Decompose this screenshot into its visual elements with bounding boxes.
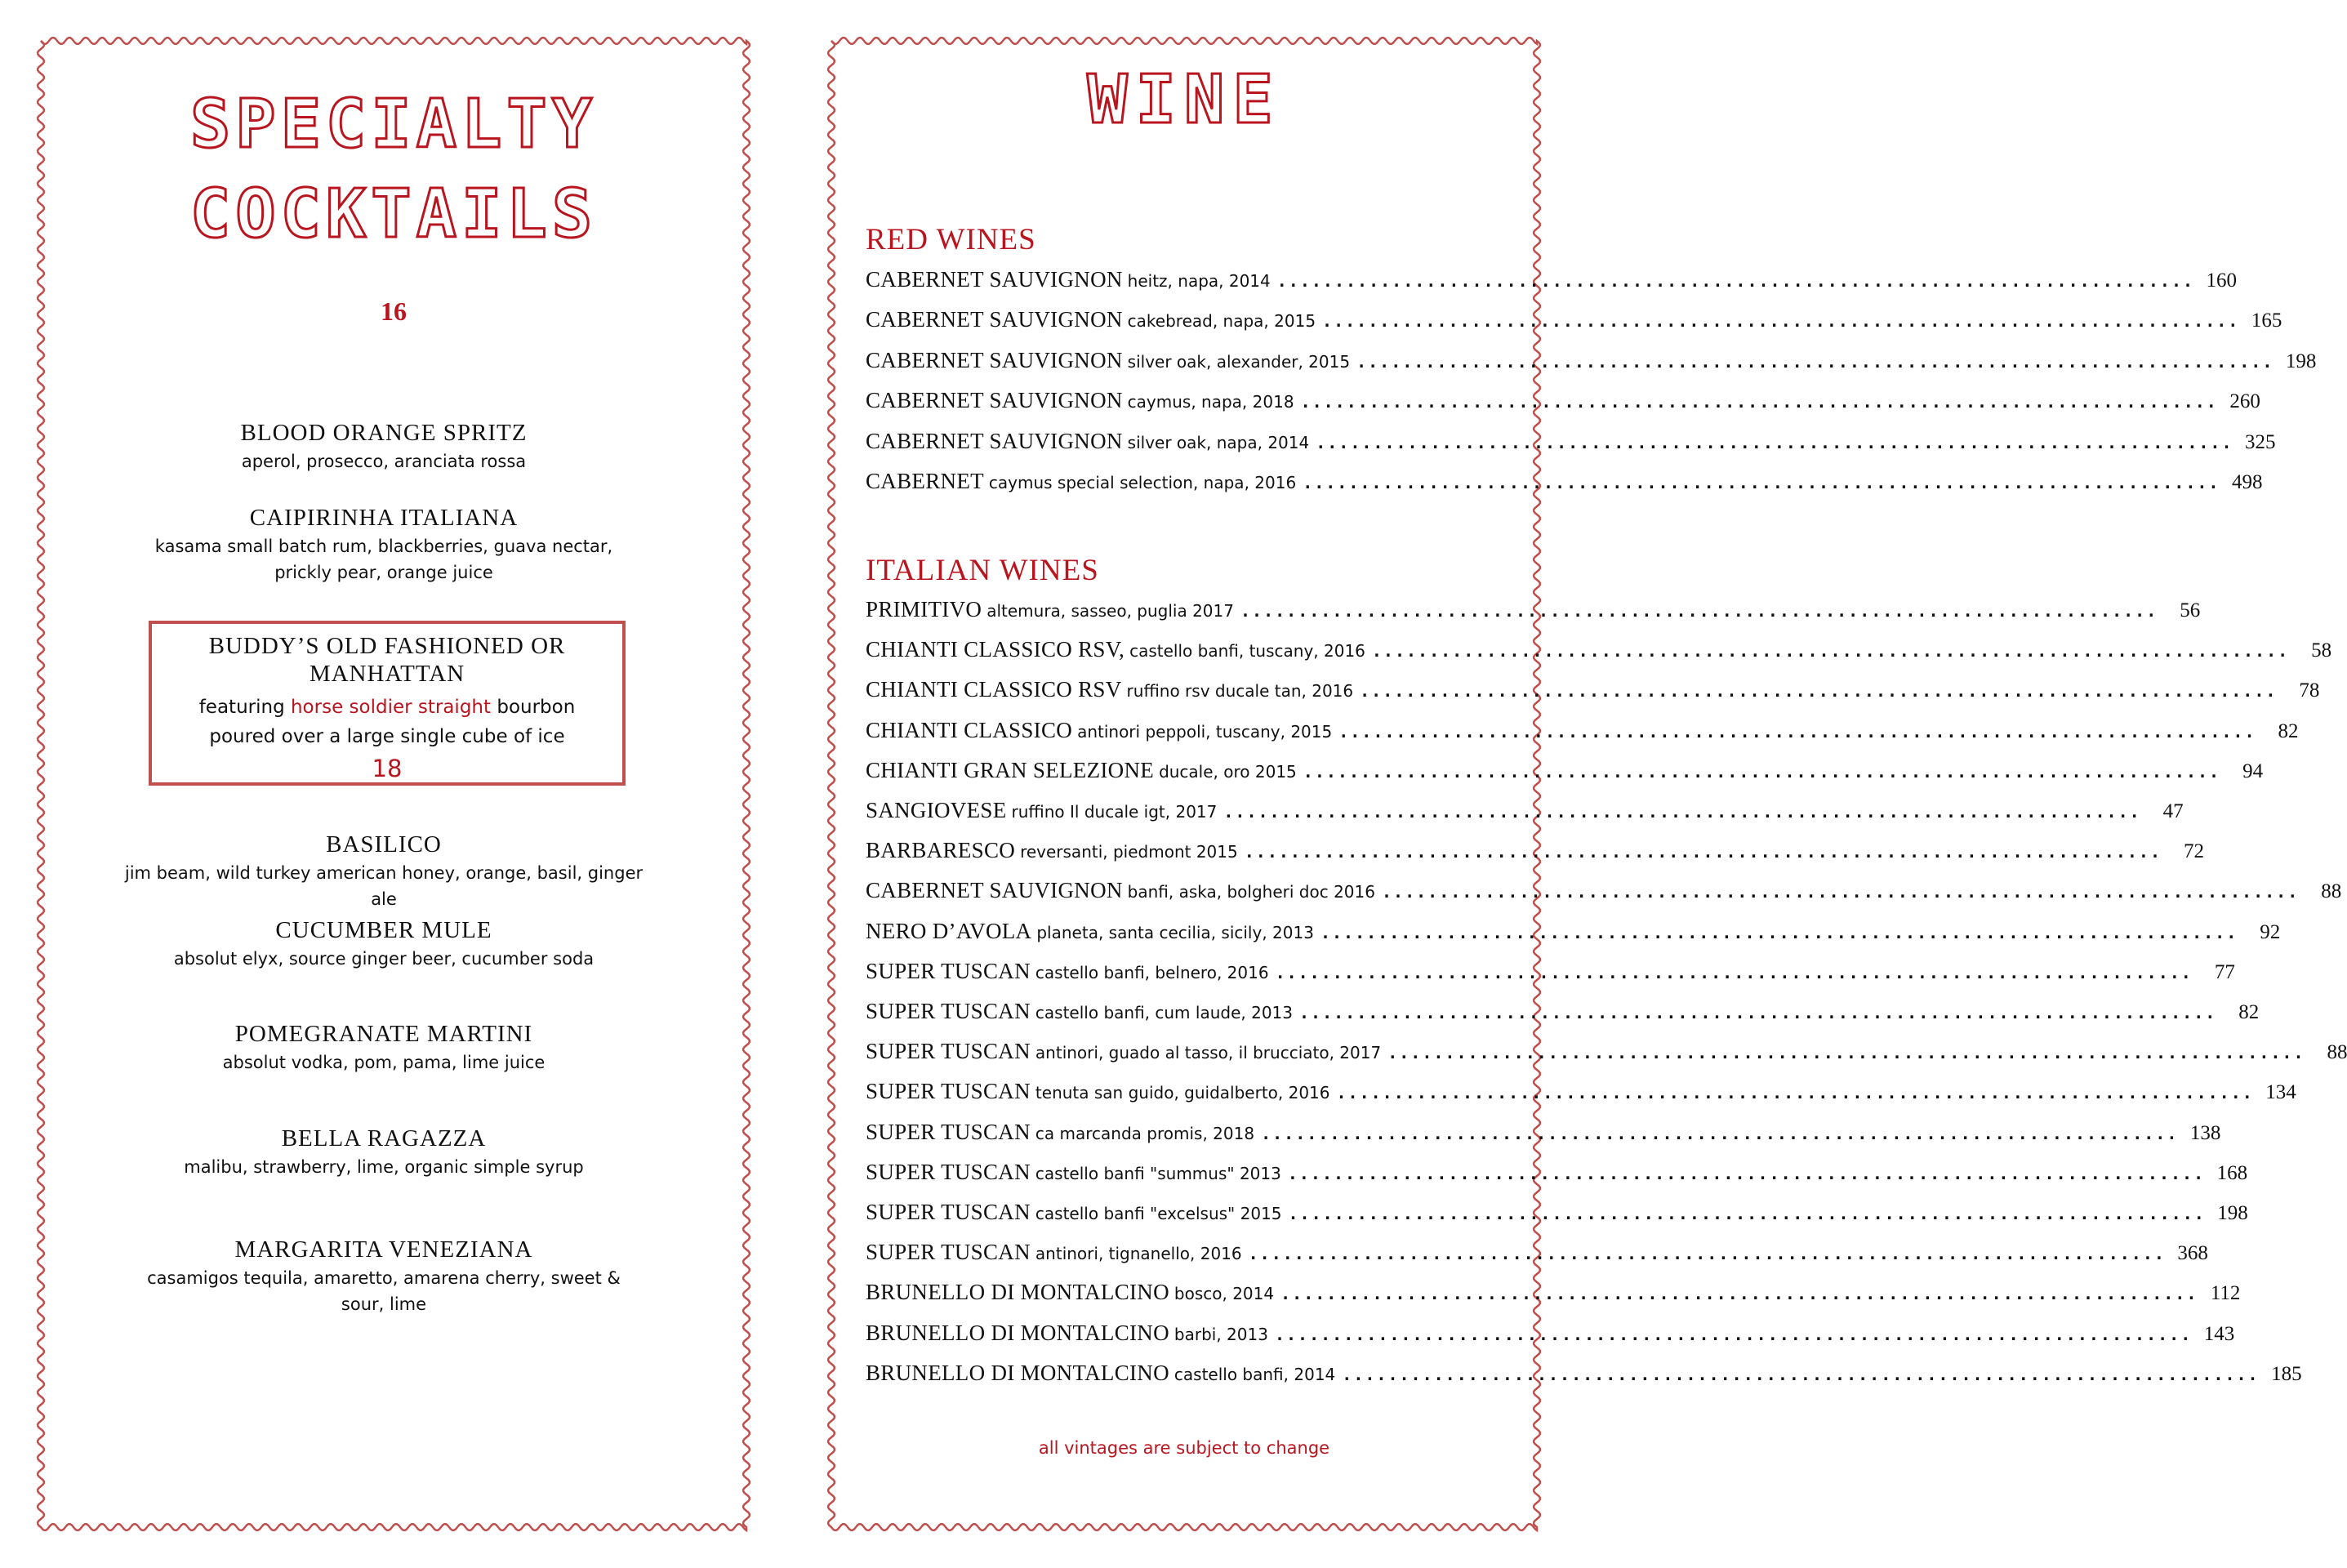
wine-detail: barbi, 2013 (1174, 1324, 1268, 1344)
wine-price: 198 (2217, 1202, 2248, 1224)
wine-row (866, 918, 2281, 951)
dot-leader: ................................................................................ (1360, 681, 2278, 702)
wine-detail: castello banfi "summus" 2013 (1035, 1163, 1281, 1183)
cocktails-price: 16 (381, 296, 407, 326)
wine-price: 82 (2238, 1001, 2260, 1023)
cocktail-desc: kasama small batch rum, blackberries, guava nectar, prickly pear, orange juice (154, 537, 613, 582)
wine-row (866, 1159, 2248, 1192)
cocktail-name: CUCUMBER MULE (275, 917, 492, 943)
wine-price: 368 (2177, 1242, 2208, 1265)
wine-name: SUPER TUSCAN (866, 1119, 1031, 1144)
wine-name: SUPER TUSCAN (866, 1240, 1031, 1265)
wine-name: SANGIOVESE (866, 798, 1007, 822)
dot-leader: ................................................................................ (1299, 1003, 2217, 1022)
dot-leader: ................................................................................ (1303, 473, 2220, 492)
wine-name: SUPER TUSCAN (866, 1039, 1031, 1064)
wine-name: NERO D’AVOLA (866, 918, 1032, 943)
wine-name: SUPER TUSCAN (866, 1159, 1031, 1184)
wine-row (866, 267, 2238, 300)
featured-cocktail-box (149, 621, 626, 786)
wine-price: 56 (2180, 599, 2201, 621)
dot-leader: ................................................................................ (1288, 1204, 2206, 1223)
wine-detail: castello banfi, 2014 (1174, 1364, 1336, 1384)
wine-name: CABERNET SAUVIGNON (866, 347, 1123, 372)
wine-price: 94 (2242, 760, 2264, 782)
cocktail-item (122, 1236, 645, 1317)
dot-leader: ................................................................................ (1276, 271, 2195, 291)
featured-cocktail-line2: poured over a large single cube of ice (209, 726, 565, 747)
vintages-note: all vintages are subject to change (1038, 1438, 1330, 1458)
wine-detail: cakebread, napa, 2015 (1127, 311, 1316, 332)
wine-price: 82 (2278, 719, 2299, 742)
wine-name: CABERNET (866, 469, 984, 493)
featured-prefix: featuring (198, 697, 285, 718)
wine-detail: antinori, guado al tasso, il brucciato, 2017 (1035, 1043, 1382, 1063)
cocktail-name: BLOOD ORANGE SPRITZ (240, 420, 528, 446)
wine-row (866, 1079, 2296, 1111)
wine-name: SUPER TUSCAN (866, 999, 1031, 1023)
wine-row (866, 1119, 2221, 1152)
dot-leader: ................................................................................ (1336, 1083, 2254, 1103)
wine-row (866, 798, 2184, 831)
wine-detail: caymus, napa, 2018 (1127, 392, 1294, 412)
cocktail-item (122, 916, 645, 972)
wine-panel (831, 41, 2347, 1527)
cocktail-desc: absolut elyx, source ginger beer, cucumber soda (173, 949, 595, 969)
wine-row (866, 597, 2201, 630)
cocktail-desc: casamigos tequila, amaretto, amarena cherry, sweet & sour, lime (147, 1268, 621, 1314)
wine-detail: planeta, santa cecilia, sicily, 2013 (1036, 922, 1314, 942)
wine-name: SUPER TUSCAN (866, 1079, 1031, 1104)
wine-detail: ruffino rsv ducale tan, 2016 (1126, 681, 1354, 702)
wine-price: 168 (2216, 1161, 2248, 1184)
dot-leader: ................................................................................ (1356, 351, 2274, 372)
dot-leader: ................................................................................ (1338, 721, 2256, 742)
dot-leader: ................................................................................ (1287, 1163, 2206, 1183)
wine-name: CHIANTI CLASSICO RSV, (866, 637, 1125, 662)
wine-price: 198 (2285, 350, 2317, 372)
dot-leader: ................................................................................ (1381, 882, 2300, 902)
wine-row (866, 1240, 2208, 1272)
wine-detail: silver oak, alexander, 2015 (1127, 351, 1351, 372)
wine-detail: castello banfi "excelsus" 2015 (1035, 1204, 1282, 1223)
wine-name: PRIMITIVO (866, 597, 982, 621)
cocktail-name: MARGARITA VENEZIANA (234, 1236, 533, 1263)
cocktail-name: BASILICO (326, 831, 442, 858)
wine-detail: altemura, sasseo, puglia 2017 (986, 601, 1234, 621)
wine-row (866, 1360, 2302, 1393)
wine-name: BARBARESCO (866, 838, 1016, 863)
wine-name: SUPER TUSCAN (866, 1200, 1031, 1224)
featured-highlight: horse soldier straight (290, 697, 492, 718)
wine-name: CABERNET SAUVIGNON (866, 267, 1123, 292)
wine-row (866, 637, 2332, 670)
wine-row (866, 878, 2342, 911)
wine-row (866, 1039, 2347, 1071)
wine-name: CHIANTI CLASSICO RSV (866, 677, 1122, 702)
wine-price: 160 (2206, 270, 2238, 292)
wine-detail: tenuta san guido, guidalberto, 2016 (1035, 1083, 1330, 1103)
italian-wines-heading: ITALIAN WINES (866, 554, 1099, 587)
wine-name: BRUNELLO DI MONTALCINO (866, 1280, 1169, 1305)
wine-detail: bosco, 2014 (1174, 1284, 1275, 1304)
wine-price: 138 (2189, 1121, 2221, 1144)
wine-price: 185 (2271, 1362, 2302, 1385)
dot-leader: ................................................................................ (1316, 432, 2233, 452)
dot-leader: ................................................................................ (1300, 392, 2218, 412)
wine-row (866, 469, 2263, 501)
wine-detail: ducale, oro 2015 (1159, 761, 1297, 782)
wine-row (866, 388, 2260, 421)
wine-row (866, 1320, 2235, 1353)
featured-cocktail-name: BUDDY’S OLD FASHIONED OR MANHATTAN (208, 633, 566, 687)
wine-row (866, 677, 2320, 710)
wine-price: 72 (2184, 840, 2205, 863)
wine-name: BRUNELLO DI MONTALCINO (866, 1320, 1169, 1345)
dot-leader: ................................................................................ (1322, 311, 2240, 332)
wine-name: CHIANTI GRAN SELEZIONE (866, 757, 1155, 782)
wine-detail: antinori peppoli, tuscany, 2015 (1077, 721, 1333, 742)
wine-name: CABERNET SAUVIGNON (866, 878, 1123, 903)
wine-row (866, 1280, 2241, 1312)
dot-leader: ................................................................................ (1387, 1043, 2305, 1063)
wine-price: 88 (2321, 880, 2342, 903)
wine-row (866, 999, 2260, 1031)
wine-detail: castello banfi, cum laude, 2013 (1035, 1003, 1293, 1022)
wine-detail: castello banfi, belnero, 2016 (1035, 962, 1269, 982)
dot-leader: ................................................................................ (1248, 1244, 2166, 1264)
cocktail-name: BELLA RAGAZZA (281, 1125, 487, 1152)
cocktail-item (122, 1125, 645, 1180)
dot-leader: ................................................................................ (1320, 922, 2238, 942)
wine-name: CABERNET SAUVIGNON (866, 428, 1123, 453)
wine-name: CABERNET SAUVIGNON (866, 388, 1123, 413)
wine-detail: heitz, napa, 2014 (1127, 271, 1271, 291)
wine-title: WINE (1087, 61, 1281, 139)
dot-leader: ................................................................................ (1244, 842, 2162, 862)
wine-detail: ca marcanda promis, 2018 (1035, 1123, 1255, 1143)
wine-detail: caymus special selection, napa, 2016 (988, 473, 1297, 492)
dot-leader: ................................................................................ (1342, 1364, 2260, 1384)
dot-leader: ................................................................................ (1223, 802, 2141, 822)
wine-row (866, 428, 2276, 461)
dot-leader: ................................................................................ (1275, 962, 2193, 982)
wine-price: 165 (2251, 310, 2282, 332)
wine-detail: silver oak, napa, 2014 (1127, 432, 1310, 452)
dot-leader: ................................................................................ (1261, 1123, 2179, 1143)
cocktail-name: POMEGRANATE MARTINI (234, 1021, 533, 1047)
cocktail-desc: aperol, prosecco, aranciata rossa (241, 452, 527, 471)
dot-leader: ................................................................................ (1280, 1284, 2198, 1304)
cocktails-title-line1: SPECIALTY (189, 86, 598, 163)
wine-price: 77 (2214, 960, 2235, 983)
wine-row (866, 717, 2299, 751)
wine-detail: ruffino Il ducale igt, 2017 (1011, 802, 1218, 822)
cocktail-desc: jim beam, wild turkey american honey, orange, basil, ginger ale (124, 863, 644, 909)
wine-detail: castello banfi, tuscany, 2016 (1129, 641, 1365, 662)
featured-cocktail-price: 18 (372, 755, 403, 782)
dot-leader: ................................................................................ (1303, 761, 2221, 782)
wine-price: 78 (2299, 679, 2320, 702)
cocktail-desc: malibu, strawberry, lime, organic simple syrup (184, 1157, 584, 1177)
red-wines-heading: RED WINES (866, 223, 1036, 256)
wine-price: 112 (2210, 1282, 2241, 1305)
dot-leader: ................................................................................ (1240, 601, 2158, 621)
featured-cocktail-line1 (152, 693, 622, 722)
wine-detail: reversanti, piedmont 2015 (1020, 842, 1238, 862)
cocktail-item (122, 831, 645, 912)
wine-price: 134 (2265, 1081, 2296, 1104)
wine-price: 47 (2162, 800, 2184, 822)
cocktail-desc: absolut vodka, pom, pama, lime juice (222, 1053, 546, 1072)
dot-leader: ................................................................................ (1274, 1324, 2193, 1344)
wine-name: SUPER TUSCAN (866, 958, 1031, 983)
wine-price: 143 (2203, 1322, 2235, 1345)
cocktail-item (122, 1020, 645, 1076)
wine-row (866, 347, 2317, 381)
cocktail-name: CAIPIRINHA ITALIANA (249, 505, 519, 531)
wine-name: CHIANTI CLASSICO (866, 717, 1073, 742)
wine-price: 498 (2231, 471, 2263, 493)
wine-row (866, 757, 2264, 791)
featured-suffix: bourbon (497, 697, 576, 718)
wine-price: 260 (2229, 390, 2260, 413)
cocktail-item (122, 504, 645, 586)
wine-price: 58 (2311, 639, 2332, 662)
dot-leader: ................................................................................ (1371, 641, 2290, 662)
wine-row (866, 307, 2282, 340)
wine-price: 325 (2245, 430, 2276, 453)
wine-detail: antinori, tignanello, 2016 (1035, 1244, 1242, 1264)
wine-name: CABERNET SAUVIGNON (866, 307, 1123, 332)
cocktails-title-line2: COCKTAILS (189, 176, 598, 253)
wine-price: 92 (2260, 920, 2281, 943)
wine-price: 88 (2327, 1041, 2347, 1064)
cocktail-item (122, 419, 645, 474)
cocktails-panel (41, 41, 746, 1527)
wine-row (866, 958, 2235, 991)
wine-detail: banfi, aska, bolgheri doc 2016 (1127, 882, 1375, 902)
wine-row (866, 838, 2205, 871)
wine-row (866, 1200, 2248, 1232)
wine-name: BRUNELLO DI MONTALCINO (866, 1360, 1169, 1385)
